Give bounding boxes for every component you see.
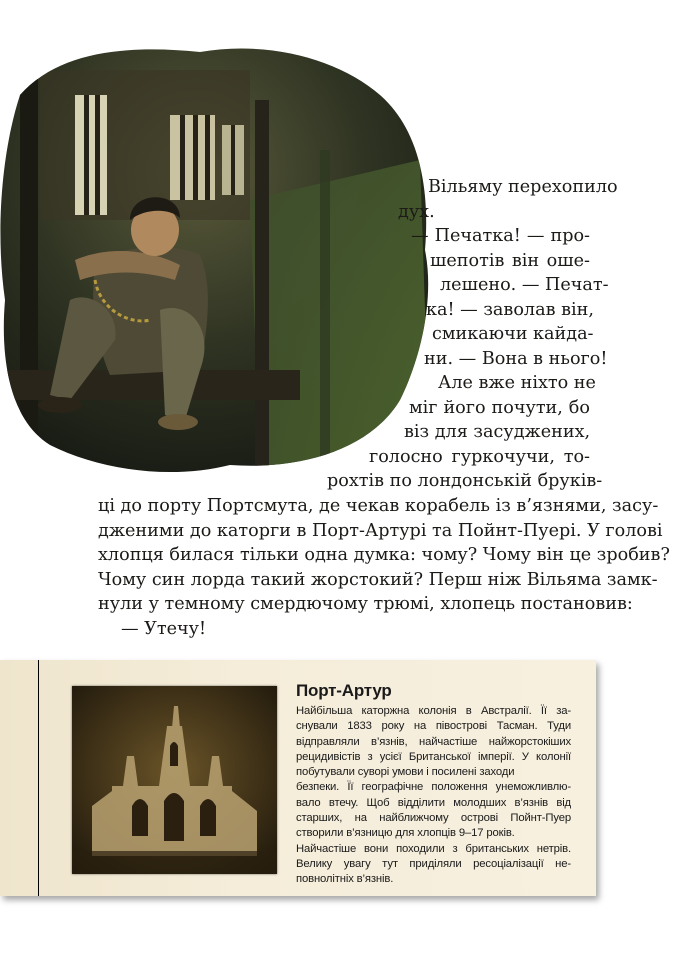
sidebar-line: безпеки. Її географічне положення унеможливлю- (296, 781, 571, 794)
sidebar-line: відправляли в’язнів, найчастіше найжорстокіших (296, 735, 571, 748)
story-line: міг його почути, бо (409, 397, 590, 418)
sidebar-line: вало втечу. Щоб відділити молодших в’язнів від (296, 796, 571, 809)
sidebar-body (296, 704, 571, 888)
story-line: ці до порту Портсмута, де чекав корабель із в’язнями, засу- (98, 496, 659, 516)
sidebar-line: Найчастіше вони походили з британських нетрів. (296, 842, 571, 855)
story-line: голосно гуркочучи, то- (369, 446, 590, 467)
sidebar-divider (38, 660, 39, 896)
story-line: Чому син лорда такий жорстокий? Перш ніж Вільяма замк- (98, 569, 658, 590)
story-line: — Печатка! — про- (411, 226, 590, 246)
story-line: лешено. — Печат- (440, 275, 609, 295)
story-line: шепотів він оше- (430, 250, 590, 271)
sidebar-title: Порт-Артур (296, 681, 392, 700)
story-line: ка! — заволав він, (426, 299, 594, 320)
story-line: смикаючи кайда- (432, 324, 594, 344)
sidebar-line: створили в’язницю для хлопців 9–17 років. (296, 827, 515, 840)
sidebar-line: Велику увагу тут приділяли ресоціалізації не- (296, 857, 571, 870)
story-line: хлопця билася тільки одна думка: чому? Чому він це зробив? (98, 545, 670, 565)
story-line: дух. (398, 201, 435, 222)
story-line: Вільяму перехопило (428, 177, 618, 197)
story-line: нули у темному смердючому трюмі, хлопець постановив: (98, 594, 633, 614)
story-line: віз для засуджених, (404, 422, 591, 442)
sidebar-line: старших, на найближчому острові Пойнт-Пуер (296, 812, 571, 825)
story-line: дженими до каторги в Порт-Артурі та Пойнт-Пуері. У голові (98, 520, 663, 541)
port-arthur-church-photo (72, 686, 277, 874)
sidebar-line: повнолітніх в’язнів. (296, 873, 394, 886)
story-wrapped-text (0, 175, 618, 494)
sidebar-line: снували 1833 року на півострові Тасман. Туди (296, 720, 571, 733)
story-line: — Утечу! (121, 618, 207, 639)
sidebar-line: побутували суворі умови і посилені заходи (296, 766, 515, 779)
sidebar-line: Найбільша каторжна колонія в Австралії. Її за- (296, 705, 571, 717)
story-line: рохтів по лондонській бруків- (327, 471, 603, 491)
sidebar-line: рецидивістів з усієї Британської імперії. У колонії (296, 750, 571, 763)
story-full-text (98, 494, 670, 641)
story-line: Але вже ніхто не (438, 373, 596, 393)
story-line: ни. — Вона в нього! (424, 348, 608, 369)
